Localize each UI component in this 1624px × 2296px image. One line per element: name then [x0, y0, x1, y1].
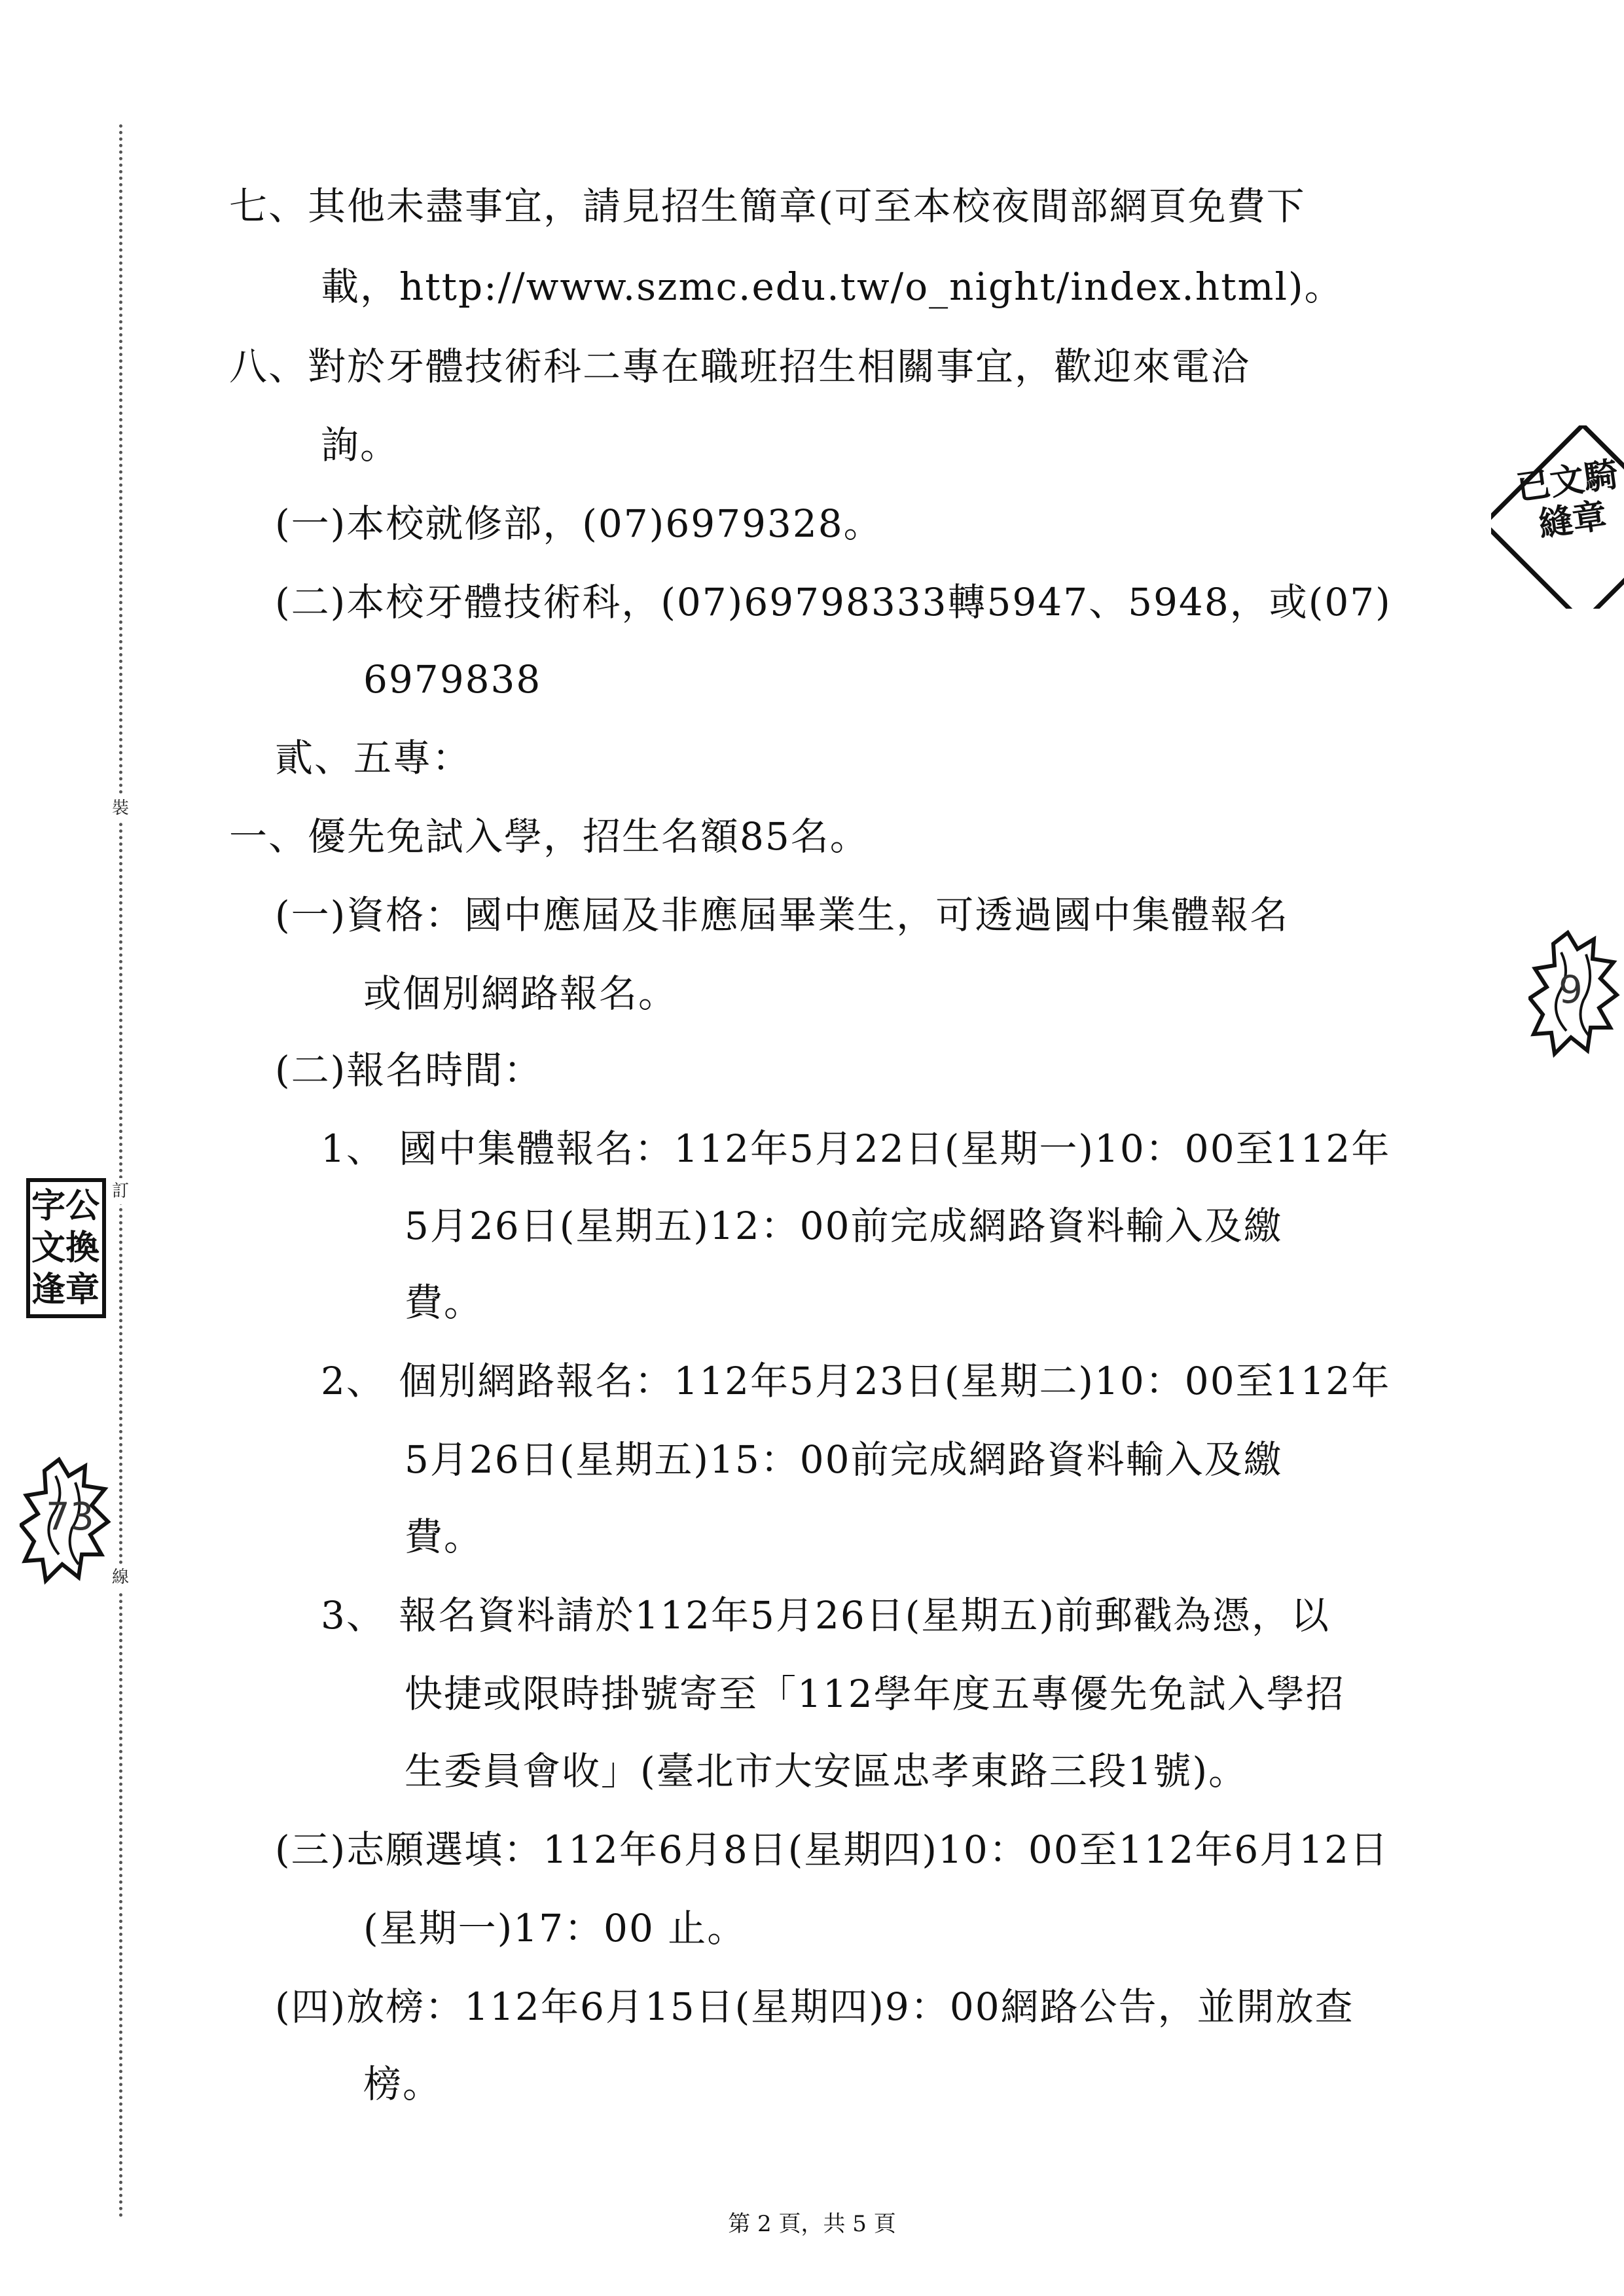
- body-line-1-2: (二)報名時間：: [275, 1048, 543, 1092]
- stamp-char: 文: [31, 1228, 65, 1268]
- body-line-1-2-a-cont: 5月26日(星期五)12：00前完成網路資料輸入及繳: [405, 1204, 1283, 1248]
- stamp-column-right: [65, 1186, 99, 1310]
- body-line-1: 一、優先免試入學，招生名額85名。: [229, 814, 869, 859]
- body-line-1-2-b: 2、 個別網路報名：112年5月23日(星期二)10：00至112年: [321, 1359, 1391, 1403]
- corner-seal-text: 已文騎縫章: [1513, 454, 1621, 545]
- seal-left-number: 73: [46, 1494, 94, 1539]
- stamp-char: 逢: [31, 1270, 65, 1310]
- binding-dotted-line: [119, 124, 122, 2219]
- body-line-1-2-b-cont: 5月26日(星期五)15：00前完成網路資料輸入及繳: [405, 1437, 1283, 1482]
- stamp-char: 字: [31, 1186, 65, 1226]
- binding-mark-ding: 訂: [109, 1178, 132, 1204]
- body-line-7: 七、其他未盡事宜，請見招生簡章(可至本校夜間部網頁免費下: [229, 184, 1306, 228]
- stamp-char: 公: [65, 1186, 99, 1226]
- stamp-char: 換: [65, 1228, 99, 1268]
- body-line-8-1: (一)本校就修部，(07)6979328。: [275, 501, 883, 546]
- body-line-1-2-c: 3、 報名資料請於112年5月26日(星期五)前郵戳為憑，以: [321, 1593, 1331, 1638]
- binding-mark-zhuang: 裝: [109, 795, 132, 821]
- body-line-1-4-cont: 榜。: [363, 2062, 442, 2106]
- body-line-1-2-a-cont2: 費。: [405, 1280, 484, 1325]
- body-line-1-3-cont: (星期一)17：00 止。: [363, 1906, 747, 1950]
- stamp-char: 章: [65, 1270, 99, 1310]
- body-line-8-cont: 詢。: [321, 423, 400, 467]
- body-line-1-1: (一)資格：國中應屆及非應屆畢業生，可透過國中集體報名: [275, 893, 1290, 937]
- body-line-1-2-a: 1、 國中集體報名：112年5月22日(星期一)10：00至112年: [321, 1126, 1391, 1171]
- body-line-8: 八、對於牙體技術科二專在職班招生相關事宜，歡迎來電洽: [229, 344, 1251, 389]
- body-line-7-cont: 載，http://www.szmc.edu.tw/o_night/index.html)。: [321, 264, 1344, 309]
- page-number-footer: 第 2 頁，共 5 頁: [728, 2211, 896, 2237]
- seal-stamp-left: [20, 1456, 111, 1587]
- body-line-1-3: (三)志願選填：112年6月8日(星期四)10：00至112年6月12日: [275, 1827, 1390, 1872]
- seal-right-number: 9: [1559, 967, 1583, 1012]
- body-line-1-4: (四)放榜：112年6月15日(星期四)9：00網路公告，並開放查: [275, 1984, 1354, 2029]
- body-line-1-2-c-cont2: 生委員會收」(臺北市大安區忠孝東路三段1號)。: [405, 1749, 1248, 1793]
- binding-mark-xian: 線: [109, 1564, 132, 1590]
- body-line-1-1-cont: 或個別網路報名。: [363, 971, 678, 1016]
- seal-stamp-right: [1528, 929, 1620, 1060]
- body-line-8-2: (二)本校牙體技術科，(07)69798333轉5947、5948，或(07): [275, 580, 1392, 624]
- section-heading-five-year: 貳、五專：: [275, 736, 472, 780]
- body-line-8-2-cont: 6979838: [363, 657, 542, 702]
- official-exchange-stamp: [26, 1178, 106, 1318]
- body-line-1-2-b-cont2: 費。: [405, 1515, 484, 1559]
- corner-seal-stamp: [1491, 425, 1624, 609]
- body-line-1-2-c-cont: 快捷或限時掛號寄至「112學年度五專優先免試入學招: [405, 1672, 1345, 1716]
- stamp-column-left: [31, 1186, 65, 1310]
